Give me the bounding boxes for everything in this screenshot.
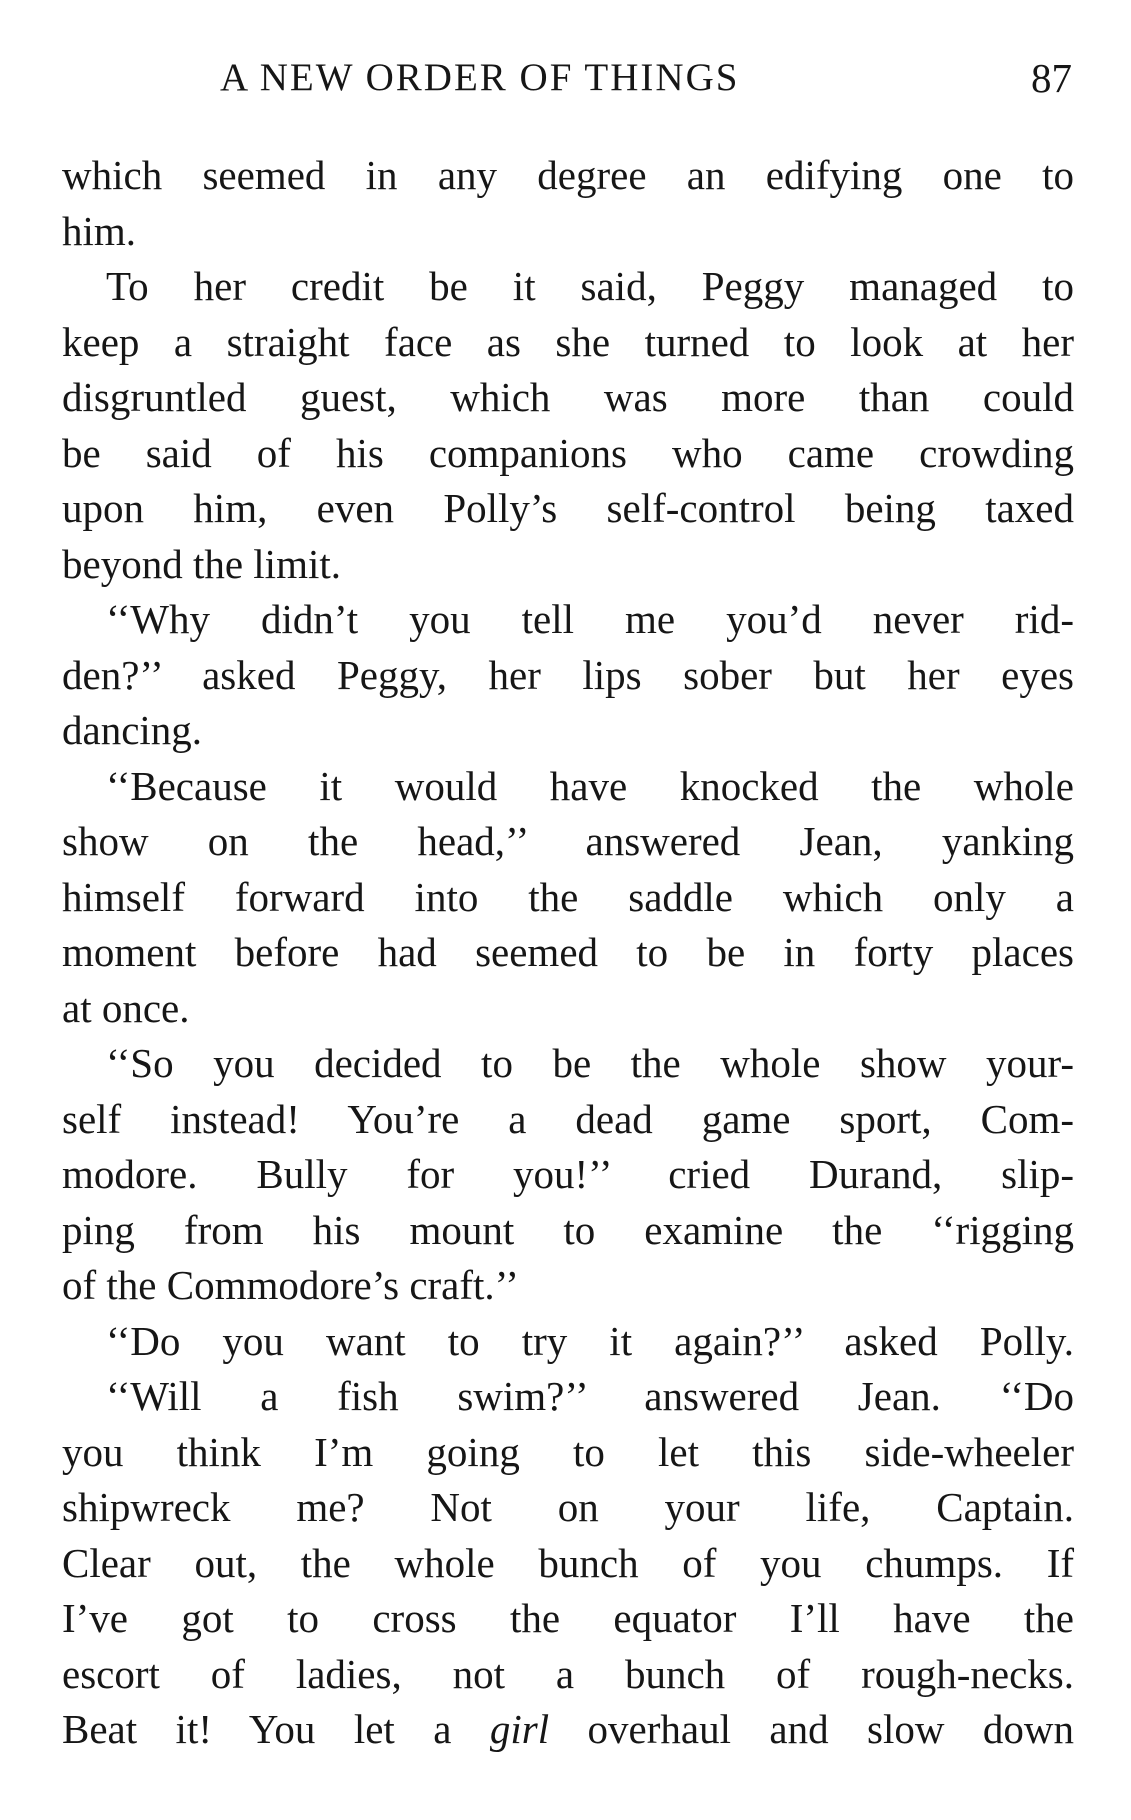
text-line: which seemed in any degree an edifying one to (62, 152, 1074, 198)
text-line: at once. (62, 984, 190, 1031)
text-line: disgruntled guest, which was more than could (62, 374, 1074, 420)
text-line: ‘‘Do you want to try it again?’’ asked Polly. (106, 1317, 1074, 1364)
text-line: self instead! You’re a dead game sport, Com- (62, 1095, 1074, 1142)
text-line: moment before had seemed to be in forty places (62, 929, 1074, 975)
page-number: 87 (1031, 55, 1072, 101)
text-line-last (62, 1702, 1074, 1758)
text-line: shipwreck me? Not on your life, Captain. (62, 1484, 1074, 1530)
text-line: you think I’m going to let this side-wheeler (62, 1428, 1074, 1475)
text-line: ‘‘Why didn’t you tell me you’d never rid- (106, 596, 1074, 642)
text-run: overhaul and slow down (549, 1706, 1075, 1752)
text-line: ping from his mount to examine the ‘‘rigging (62, 1206, 1074, 1253)
text-line: Clear out, the whole bunch of you chumps. If (62, 1539, 1074, 1586)
running-title: A NEW ORDER OF THINGS (220, 56, 740, 99)
text-line: ‘‘Will a fish swim?’’ answered Jean. ‘‘Do (106, 1373, 1074, 1419)
text-line: himself forward into the saddle which only a (62, 873, 1074, 920)
text-line: beyond the limit. (62, 540, 341, 587)
text-line: To her credit be it said, Peggy managed to (106, 263, 1074, 309)
text-line: I’ve got to cross the equator I’ll have the (62, 1595, 1074, 1641)
text-body (62, 148, 1074, 1758)
italic-word: girl (489, 1706, 550, 1752)
text-line: be said of his companions who came crowding (62, 429, 1074, 476)
text-line: upon him, even Polly’s self-control being taxed (62, 485, 1074, 531)
text-run: Beat it! You let a (62, 1706, 490, 1752)
text-line: ‘‘Because it would have knocked the whole (106, 762, 1074, 809)
text-line: modore. Bully for you!’’ cried Durand, slip- (62, 1151, 1074, 1197)
running-header (62, 48, 1072, 108)
text-line: dancing. (62, 707, 203, 753)
text-line: den?’’ asked Peggy, her lips sober but her eyes (62, 651, 1074, 698)
text-line: keep a straight face as she turned to look at her (62, 318, 1074, 365)
text-line: him. (62, 207, 137, 254)
text-line: of the Commodore’s craft.’’ (62, 1262, 519, 1308)
text-line: ‘‘So you decided to be the whole show your- (106, 1040, 1074, 1086)
text-line: show on the head,’’ answered Jean, yanking (62, 818, 1074, 864)
text-line: escort of ladies, not a bunch of rough-necks. (62, 1650, 1074, 1697)
